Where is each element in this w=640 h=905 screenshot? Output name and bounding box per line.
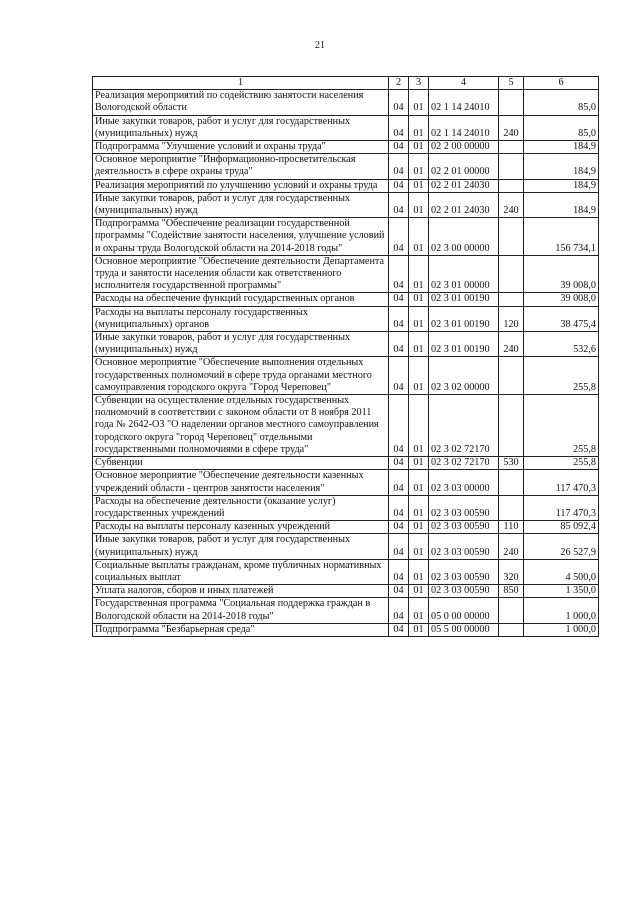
- table-row: [93, 357, 599, 395]
- subsection-code-cell: 01: [409, 179, 429, 192]
- amount-cell: 255,8: [524, 357, 599, 395]
- target-article-cell: 05 5 00 00000: [429, 623, 499, 636]
- subsection-code-cell: 01: [409, 457, 429, 470]
- table-row: [93, 218, 599, 256]
- page-number: 21: [315, 40, 325, 51]
- row-name-cell: Иные закупки товаров, работ и услуг для государственных (муниципальных) нужд: [93, 192, 389, 217]
- subsection-code-cell: 01: [409, 154, 429, 179]
- section-code-cell: 04: [389, 255, 409, 293]
- target-article-cell: 02 3 03 00000: [429, 470, 499, 495]
- target-article-cell: 02 2 01 00000: [429, 154, 499, 179]
- expense-type-cell: 120: [499, 306, 524, 331]
- expense-type-cell: 530: [499, 457, 524, 470]
- row-name-cell: Подпрограмма "Обеспечение реализации государственной программы "Содействие занятости населения, улучшение условий и охраны труда Вологодской области на 2014-2018 годы": [93, 218, 389, 256]
- section-code-cell: 04: [389, 179, 409, 192]
- row-name-cell: Основное мероприятие "Обеспечение деятельности Департамента труда и занятости населения области как ответственного исполнителя государственной программы": [93, 255, 389, 293]
- expense-type-cell: [499, 255, 524, 293]
- table-row: [93, 255, 599, 293]
- row-name-cell: Расходы на выплаты персоналу казенных учреждений: [93, 521, 389, 534]
- amount-cell: 38 475,4: [524, 306, 599, 331]
- row-name-cell: Основное мероприятие "Информационно-просветительская деятельность в сфере охраны труда": [93, 154, 389, 179]
- target-article-cell: 02 3 02 72170: [429, 395, 499, 457]
- row-name-cell: Иные закупки товаров, работ и услуг для государственных (муниципальных) нужд: [93, 332, 389, 357]
- amount-cell: 85 092,4: [524, 521, 599, 534]
- table-row: [93, 192, 599, 217]
- row-name-cell: Расходы на выплаты персоналу государственных (муниципальных) органов: [93, 306, 389, 331]
- section-code-cell: 04: [389, 457, 409, 470]
- amount-cell: 184,9: [524, 179, 599, 192]
- amount-cell: 26 527,9: [524, 534, 599, 559]
- target-article-cell: 02 3 00 00000: [429, 218, 499, 256]
- target-article-cell: 02 3 01 00000: [429, 255, 499, 293]
- table-row: [93, 457, 599, 470]
- expense-type-cell: [499, 218, 524, 256]
- table-row: [93, 115, 599, 140]
- expense-type-cell: [499, 357, 524, 395]
- section-code-cell: 04: [389, 470, 409, 495]
- amount-cell: 532,6: [524, 332, 599, 357]
- budget-table: [92, 76, 599, 637]
- section-code-cell: 04: [389, 357, 409, 395]
- subsection-code-cell: 01: [409, 293, 429, 306]
- subsection-code-cell: 01: [409, 470, 429, 495]
- subsection-code-cell: 01: [409, 585, 429, 598]
- subsection-code-cell: 01: [409, 192, 429, 217]
- expense-type-cell: [499, 141, 524, 154]
- subsection-code-cell: 01: [409, 598, 429, 623]
- row-name-cell: Социальные выплаты гражданам, кроме публичных нормативных социальных выплат: [93, 559, 389, 584]
- subsection-code-cell: 01: [409, 115, 429, 140]
- row-name-cell: Иные закупки товаров, работ и услуг для государственных (муниципальных) нужд: [93, 115, 389, 140]
- table-row: [93, 395, 599, 457]
- row-name-cell: Уплата налогов, сборов и иных платежей: [93, 585, 389, 598]
- target-article-cell: 02 3 02 72170: [429, 457, 499, 470]
- amount-cell: 1 000,0: [524, 598, 599, 623]
- subsection-code-cell: 01: [409, 521, 429, 534]
- amount-cell: 1 350,0: [524, 585, 599, 598]
- header-col-3: 3: [409, 77, 429, 90]
- target-article-cell: 02 3 01 00190: [429, 306, 499, 331]
- section-code-cell: 04: [389, 141, 409, 154]
- section-code-cell: 04: [389, 154, 409, 179]
- subsection-code-cell: 01: [409, 534, 429, 559]
- expense-type-cell: [499, 623, 524, 636]
- row-name-cell: Субвенции: [93, 457, 389, 470]
- section-code-cell: 04: [389, 534, 409, 559]
- subsection-code-cell: 01: [409, 623, 429, 636]
- row-name-cell: Расходы на обеспечение деятельности (оказание услуг) государственных учреждений: [93, 495, 389, 520]
- target-article-cell: 02 2 00 00000: [429, 141, 499, 154]
- section-code-cell: 04: [389, 90, 409, 115]
- table-row: [93, 332, 599, 357]
- section-code-cell: 04: [389, 495, 409, 520]
- amount-cell: 184,9: [524, 154, 599, 179]
- header-col-6: 6: [524, 77, 599, 90]
- expense-type-cell: 240: [499, 332, 524, 357]
- expense-type-cell: [499, 154, 524, 179]
- subsection-code-cell: 01: [409, 141, 429, 154]
- amount-cell: 184,9: [524, 192, 599, 217]
- section-code-cell: 04: [389, 293, 409, 306]
- row-name-cell: Подпрограмма "Безбарьерная среда": [93, 623, 389, 636]
- header-col-5: 5: [499, 77, 524, 90]
- section-code-cell: 04: [389, 192, 409, 217]
- target-article-cell: 02 3 03 00590: [429, 559, 499, 584]
- row-name-cell: Расходы на обеспечение функций государственных органов: [93, 293, 389, 306]
- section-code-cell: 04: [389, 332, 409, 357]
- target-article-cell: 02 3 03 00590: [429, 521, 499, 534]
- expense-type-cell: [499, 179, 524, 192]
- target-article-cell: 02 3 01 00190: [429, 293, 499, 306]
- target-article-cell: 02 3 03 00590: [429, 495, 499, 520]
- subsection-code-cell: 01: [409, 90, 429, 115]
- header-row: [93, 77, 599, 90]
- table-row: [93, 90, 599, 115]
- amount-cell: 4 500,0: [524, 559, 599, 584]
- section-code-cell: 04: [389, 598, 409, 623]
- amount-cell: 39 008,0: [524, 293, 599, 306]
- target-article-cell: 02 3 02 00000: [429, 357, 499, 395]
- row-name-cell: Основное мероприятие "Обеспечение выполнения отдельных государственных полномочий в сфере труда органами местного самоуправления городского округа "Город Череповец": [93, 357, 389, 395]
- subsection-code-cell: 01: [409, 218, 429, 256]
- amount-cell: 255,8: [524, 457, 599, 470]
- subsection-code-cell: 01: [409, 395, 429, 457]
- expense-type-cell: 240: [499, 534, 524, 559]
- header-col-4: 4: [429, 77, 499, 90]
- row-name-cell: Подпрограмма "Улучшение условий и охраны труда": [93, 141, 389, 154]
- table-row: [93, 534, 599, 559]
- row-name-cell: Реализация мероприятий по улучшению условий и охраны труда: [93, 179, 389, 192]
- subsection-code-cell: 01: [409, 357, 429, 395]
- table-row: [93, 623, 599, 636]
- table-row: [93, 470, 599, 495]
- table-row: [93, 585, 599, 598]
- target-article-cell: 02 3 01 00190: [429, 332, 499, 357]
- expense-type-cell: 240: [499, 192, 524, 217]
- table-row: [93, 179, 599, 192]
- target-article-cell: 02 3 03 00590: [429, 585, 499, 598]
- expense-type-cell: [499, 293, 524, 306]
- target-article-cell: 02 2 01 24030: [429, 192, 499, 217]
- expense-type-cell: 850: [499, 585, 524, 598]
- subsection-code-cell: 01: [409, 332, 429, 357]
- expense-type-cell: 110: [499, 521, 524, 534]
- amount-cell: 117 470,3: [524, 470, 599, 495]
- table-row: [93, 154, 599, 179]
- expense-type-cell: [499, 395, 524, 457]
- table-row: [93, 306, 599, 331]
- amount-cell: 156 734,1: [524, 218, 599, 256]
- target-article-cell: 02 1 14 24010: [429, 115, 499, 140]
- subsection-code-cell: 01: [409, 495, 429, 520]
- table-row: [93, 293, 599, 306]
- table-row: [93, 559, 599, 584]
- expense-type-cell: 320: [499, 559, 524, 584]
- amount-cell: 85,0: [524, 115, 599, 140]
- header-col-1: 1: [93, 77, 389, 90]
- section-code-cell: 04: [389, 623, 409, 636]
- expense-type-cell: 240: [499, 115, 524, 140]
- header-col-2: 2: [389, 77, 409, 90]
- expense-type-cell: [499, 470, 524, 495]
- subsection-code-cell: 01: [409, 255, 429, 293]
- row-name-cell: Иные закупки товаров, работ и услуг для государственных (муниципальных) нужд: [93, 534, 389, 559]
- amount-cell: 255,8: [524, 395, 599, 457]
- expense-type-cell: [499, 495, 524, 520]
- row-name-cell: Государственная программа "Социальная поддержка граждан в Вологодской области на 2014-2018 годы": [93, 598, 389, 623]
- target-article-cell: 05 0 00 00000: [429, 598, 499, 623]
- row-name-cell: Основное мероприятие "Обеспечение деятельности казенных учреждений области - центров занятости населения": [93, 470, 389, 495]
- amount-cell: 85,0: [524, 90, 599, 115]
- section-code-cell: 04: [389, 218, 409, 256]
- amount-cell: 184,9: [524, 141, 599, 154]
- amount-cell: 117 470,3: [524, 495, 599, 520]
- section-code-cell: 04: [389, 559, 409, 584]
- target-article-cell: 02 3 03 00590: [429, 534, 499, 559]
- row-name-cell: Реализация мероприятий по содействию занятости населения Вологодской области: [93, 90, 389, 115]
- section-code-cell: 04: [389, 395, 409, 457]
- target-article-cell: 02 1 14 24010: [429, 90, 499, 115]
- section-code-cell: 04: [389, 585, 409, 598]
- row-name-cell: Субвенции на осуществление отдельных государственных полномочий в соответствии с законом области от 8 ноября 2011 года № 2642-ОЗ "О наделении органов местного самоуправления городского округа "город Череповец" отдельными государственными полномочиями в сфере труда": [93, 395, 389, 457]
- expense-type-cell: [499, 90, 524, 115]
- section-code-cell: 04: [389, 115, 409, 140]
- section-code-cell: 04: [389, 306, 409, 331]
- subsection-code-cell: 01: [409, 559, 429, 584]
- amount-cell: 39 008,0: [524, 255, 599, 293]
- table-row: [93, 495, 599, 520]
- section-code-cell: 04: [389, 521, 409, 534]
- table-body: [93, 90, 599, 637]
- table-row: [93, 141, 599, 154]
- target-article-cell: 02 2 01 24030: [429, 179, 499, 192]
- amount-cell: 1 000,0: [524, 623, 599, 636]
- expense-type-cell: [499, 598, 524, 623]
- table-row: [93, 598, 599, 623]
- table-row: [93, 521, 599, 534]
- subsection-code-cell: 01: [409, 306, 429, 331]
